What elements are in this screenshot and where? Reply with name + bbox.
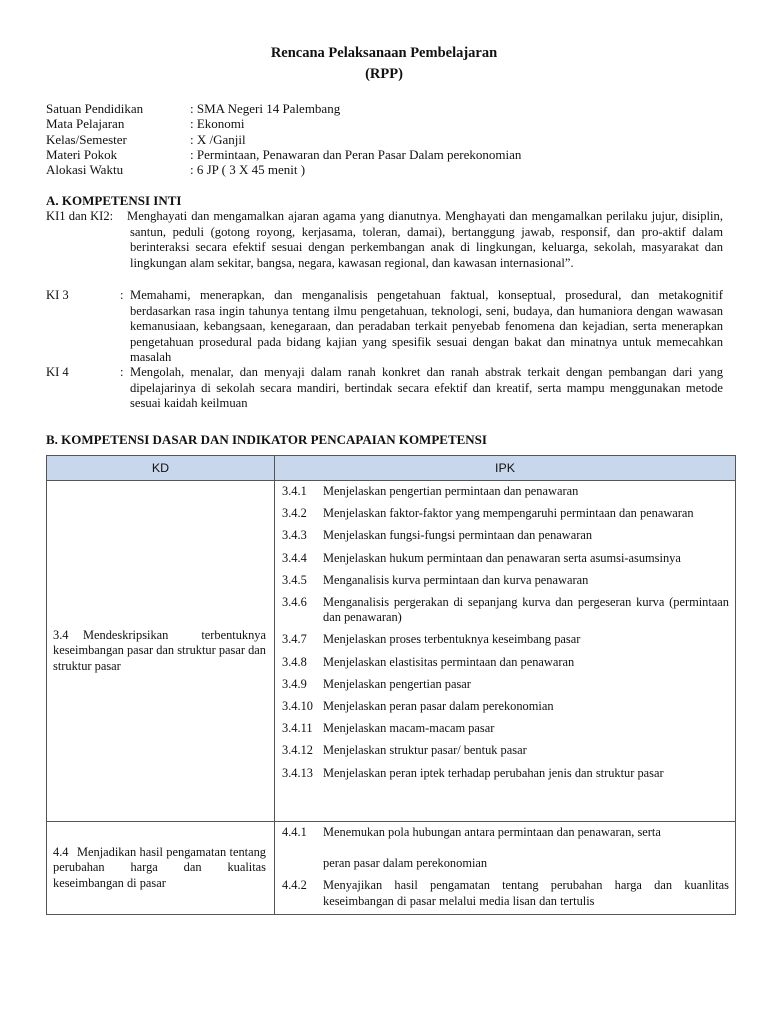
ipk-code: 3.4.8 xyxy=(282,654,307,669)
list-item xyxy=(282,878,729,908)
list-item xyxy=(282,484,729,499)
kd-description xyxy=(47,845,274,891)
ki-1-2 xyxy=(46,209,723,271)
ipk-code: 3.4.10 xyxy=(282,699,313,714)
info-row-materi xyxy=(46,147,521,163)
ipk-code: 3.4.11 xyxy=(282,721,313,736)
ipk-text: Menjelaskan pengertian pasar xyxy=(323,676,471,691)
kd-text: Mendeskripsikan terbentuknya keseimbangan pasar dan struktur pasar dan struktur pasar xyxy=(53,627,266,673)
list-item xyxy=(282,825,729,840)
ipk-text: Menjelaskan proses terbentuknya keseimbang pasar xyxy=(323,632,581,647)
info-label: Materi Pokok xyxy=(46,147,118,162)
ki-label: KI1 dan KI2: xyxy=(46,209,114,223)
ipk-list xyxy=(275,822,735,913)
info-row-satuan xyxy=(46,101,340,117)
ipk-text: Menganalisis pergerakan di sepanjang kurva dan pergeseran kurva (permintaan dan penawaran) xyxy=(323,595,729,625)
list-item xyxy=(282,766,729,781)
list-item xyxy=(282,655,729,670)
list-item xyxy=(282,721,729,736)
info-row-alokasi xyxy=(46,162,305,178)
ipk-code: 3.4.12 xyxy=(282,743,313,758)
ipk-code: 3.4.5 xyxy=(282,572,307,587)
document-title: Rencana Pelaksanaan Pembelajaran xyxy=(270,45,498,61)
ki-colon: : xyxy=(120,288,124,302)
ki-text: Memahami, menerapkan, dan menganalisis pengetahuan faktual, konseptual, prosedural, dan metakognitif berdasarkan rasa ingin tahunya tentang ilmu pengetahuan, teknologi, seni, budaya, dan humaniora dengan wawasan kemanusiaan, kebangsaan, kenegaraan, dan peradaban terkait penyebab fenomena dan kejadian, serta menerapkan pengetahuan prosedural pada bidang kajian yang spesifik sesuai dengan bakat dan minatnya untuk memecahkan masalah xyxy=(130,288,723,365)
info-row-kelas xyxy=(46,132,246,148)
list-item xyxy=(282,506,729,521)
info-row-mapel xyxy=(46,116,245,132)
ipk-code: 3.4.4 xyxy=(282,550,307,565)
ki-label: KI 4 xyxy=(46,365,69,379)
info-label: Satuan Pendidikan xyxy=(46,101,144,116)
ipk-code: 3.4.2 xyxy=(282,506,307,521)
info-label: Alokasi Waktu xyxy=(46,162,124,177)
kd-ipk-table xyxy=(46,455,736,915)
info-value: : 6 JP ( 3 X 45 menit ) xyxy=(190,162,306,177)
ipk-code: 4.4.1 xyxy=(282,825,307,839)
ki-label: KI 3 xyxy=(46,288,69,302)
list-item xyxy=(282,573,729,588)
ipk-code: 3.4.1 xyxy=(282,484,307,498)
ipk-column-header: IPK xyxy=(275,456,736,481)
kd-number: 3.4 xyxy=(53,627,69,642)
ki-colon: : xyxy=(120,365,124,379)
ipk-code-spacer xyxy=(282,856,323,871)
info-value: : SMA Negeri 14 Palembang xyxy=(190,101,341,116)
kd-text: Menjadikan hasil pengamatan tentang perubahan harga dan kualitas keseimbangan di pasar xyxy=(53,844,266,890)
ki-text: Mengolah, menalar, dan menyaji dalam ranah konkret dan ranah abstrak terkait dengan pembangan dari yang dipelajarinya di sekolah secara mandiri, bertindak secara efektif dan kreatif, serta mampu menggunakan metode sesuai kaidah keilmuan xyxy=(130,365,723,411)
table-row xyxy=(47,481,736,822)
ki-text: Menghayati dan mengamalkan ajaran agama yang dianutnya. Menghayati dan mengamalkan perilaku jujur, disiplin, santun, peduli (gotong royong, kerjasama, toleran, damai), bertanggung jawab, responsif, dan pro-aktif dalam berinteraksi secara efektif sesuai dengan perkembangan anak di lingkungan, keluarga, sekolah, masyarakat dan lingkungan alam sekitar, bangsa, negara, kawasan regional, dan kawasan internasional”. xyxy=(127,209,723,270)
info-value: : Permintaan, Penawaran dan Peran Pasar Dalam perekonomian xyxy=(190,147,522,162)
ipk-text: Menjelaskan fungsi-fungsi permintaan dan penawaran xyxy=(323,528,593,543)
ipk-text: Menjelaskan macam-macam pasar xyxy=(323,721,495,736)
ki-4 xyxy=(46,365,723,412)
list-item xyxy=(282,677,729,692)
list-item-continuation xyxy=(282,856,729,871)
ipk-code: 3.4.6 xyxy=(282,595,307,610)
ipk-text: Menjelaskan peran pasar dalam perekonomian xyxy=(323,699,554,714)
ipk-text: Menjelaskan faktor-faktor yang mempengaruhi permintaan dan penawaran xyxy=(323,506,694,521)
list-item xyxy=(282,551,729,566)
table-row xyxy=(47,822,736,915)
ipk-code: 3.4.7 xyxy=(282,632,307,647)
table-header-row xyxy=(47,456,736,481)
ipk-cell xyxy=(275,481,736,822)
document-subtitle: (RPP) xyxy=(365,66,403,82)
ipk-cell xyxy=(275,822,736,915)
section-a-heading: A. KOMPETENSI INTI xyxy=(46,193,182,208)
ipk-text: Menjelaskan peran iptek terhadap perubahan jenis dan struktur pasar xyxy=(323,765,664,780)
kd-description xyxy=(47,628,274,674)
ipk-text: Menjelaskan hukum permintaan dan penawaran serta asumsi-asumsinya xyxy=(323,550,681,565)
list-item xyxy=(282,699,729,714)
section-b-heading: B. KOMPETENSI DASAR DAN INDIKATOR PENCAPAIAN KOMPETENSI xyxy=(46,432,487,447)
ipk-text: peran pasar dalam perekonomian xyxy=(323,856,488,871)
ipk-code: 3.4.3 xyxy=(282,528,307,543)
ipk-text: Menyajikan hasil pengamatan tentang perubahan harga dan kuanlitas keseimbangan di pasar melalui media lisan dan tertulis xyxy=(323,878,729,908)
list-item xyxy=(282,595,729,625)
ipk-text: Menjelaskan struktur pasar/ bentuk pasar xyxy=(323,743,527,758)
ipk-code: 3.4.13 xyxy=(282,765,313,780)
kd-cell xyxy=(47,822,275,915)
ki-3 xyxy=(46,288,723,366)
ipk-text: Menganalisis kurva permintaan dan kurva penawaran xyxy=(323,572,589,587)
info-value: : X /Ganjil xyxy=(190,132,246,147)
ipk-text: Menemukan pola hubungan antara permintaan dan penawaran, serta xyxy=(323,825,661,839)
ipk-text: Menjelaskan pengertian permintaan dan penawaran xyxy=(323,484,579,498)
ipk-code: 3.4.9 xyxy=(282,676,307,691)
kd-number: 4.4 xyxy=(53,844,69,859)
kd-cell xyxy=(47,481,275,822)
info-label: Mata Pelajaran xyxy=(46,116,125,131)
ipk-list xyxy=(275,481,735,785)
info-label: Kelas/Semester xyxy=(46,132,127,147)
list-item xyxy=(282,528,729,543)
list-item xyxy=(282,632,729,647)
info-value: : Ekonomi xyxy=(190,116,245,131)
ipk-code: 4.4.2 xyxy=(282,878,307,893)
kd-column-header: KD xyxy=(47,456,275,481)
list-item xyxy=(282,743,729,758)
ipk-text: Menjelaskan elastisitas permintaan dan penawaran xyxy=(323,654,575,669)
